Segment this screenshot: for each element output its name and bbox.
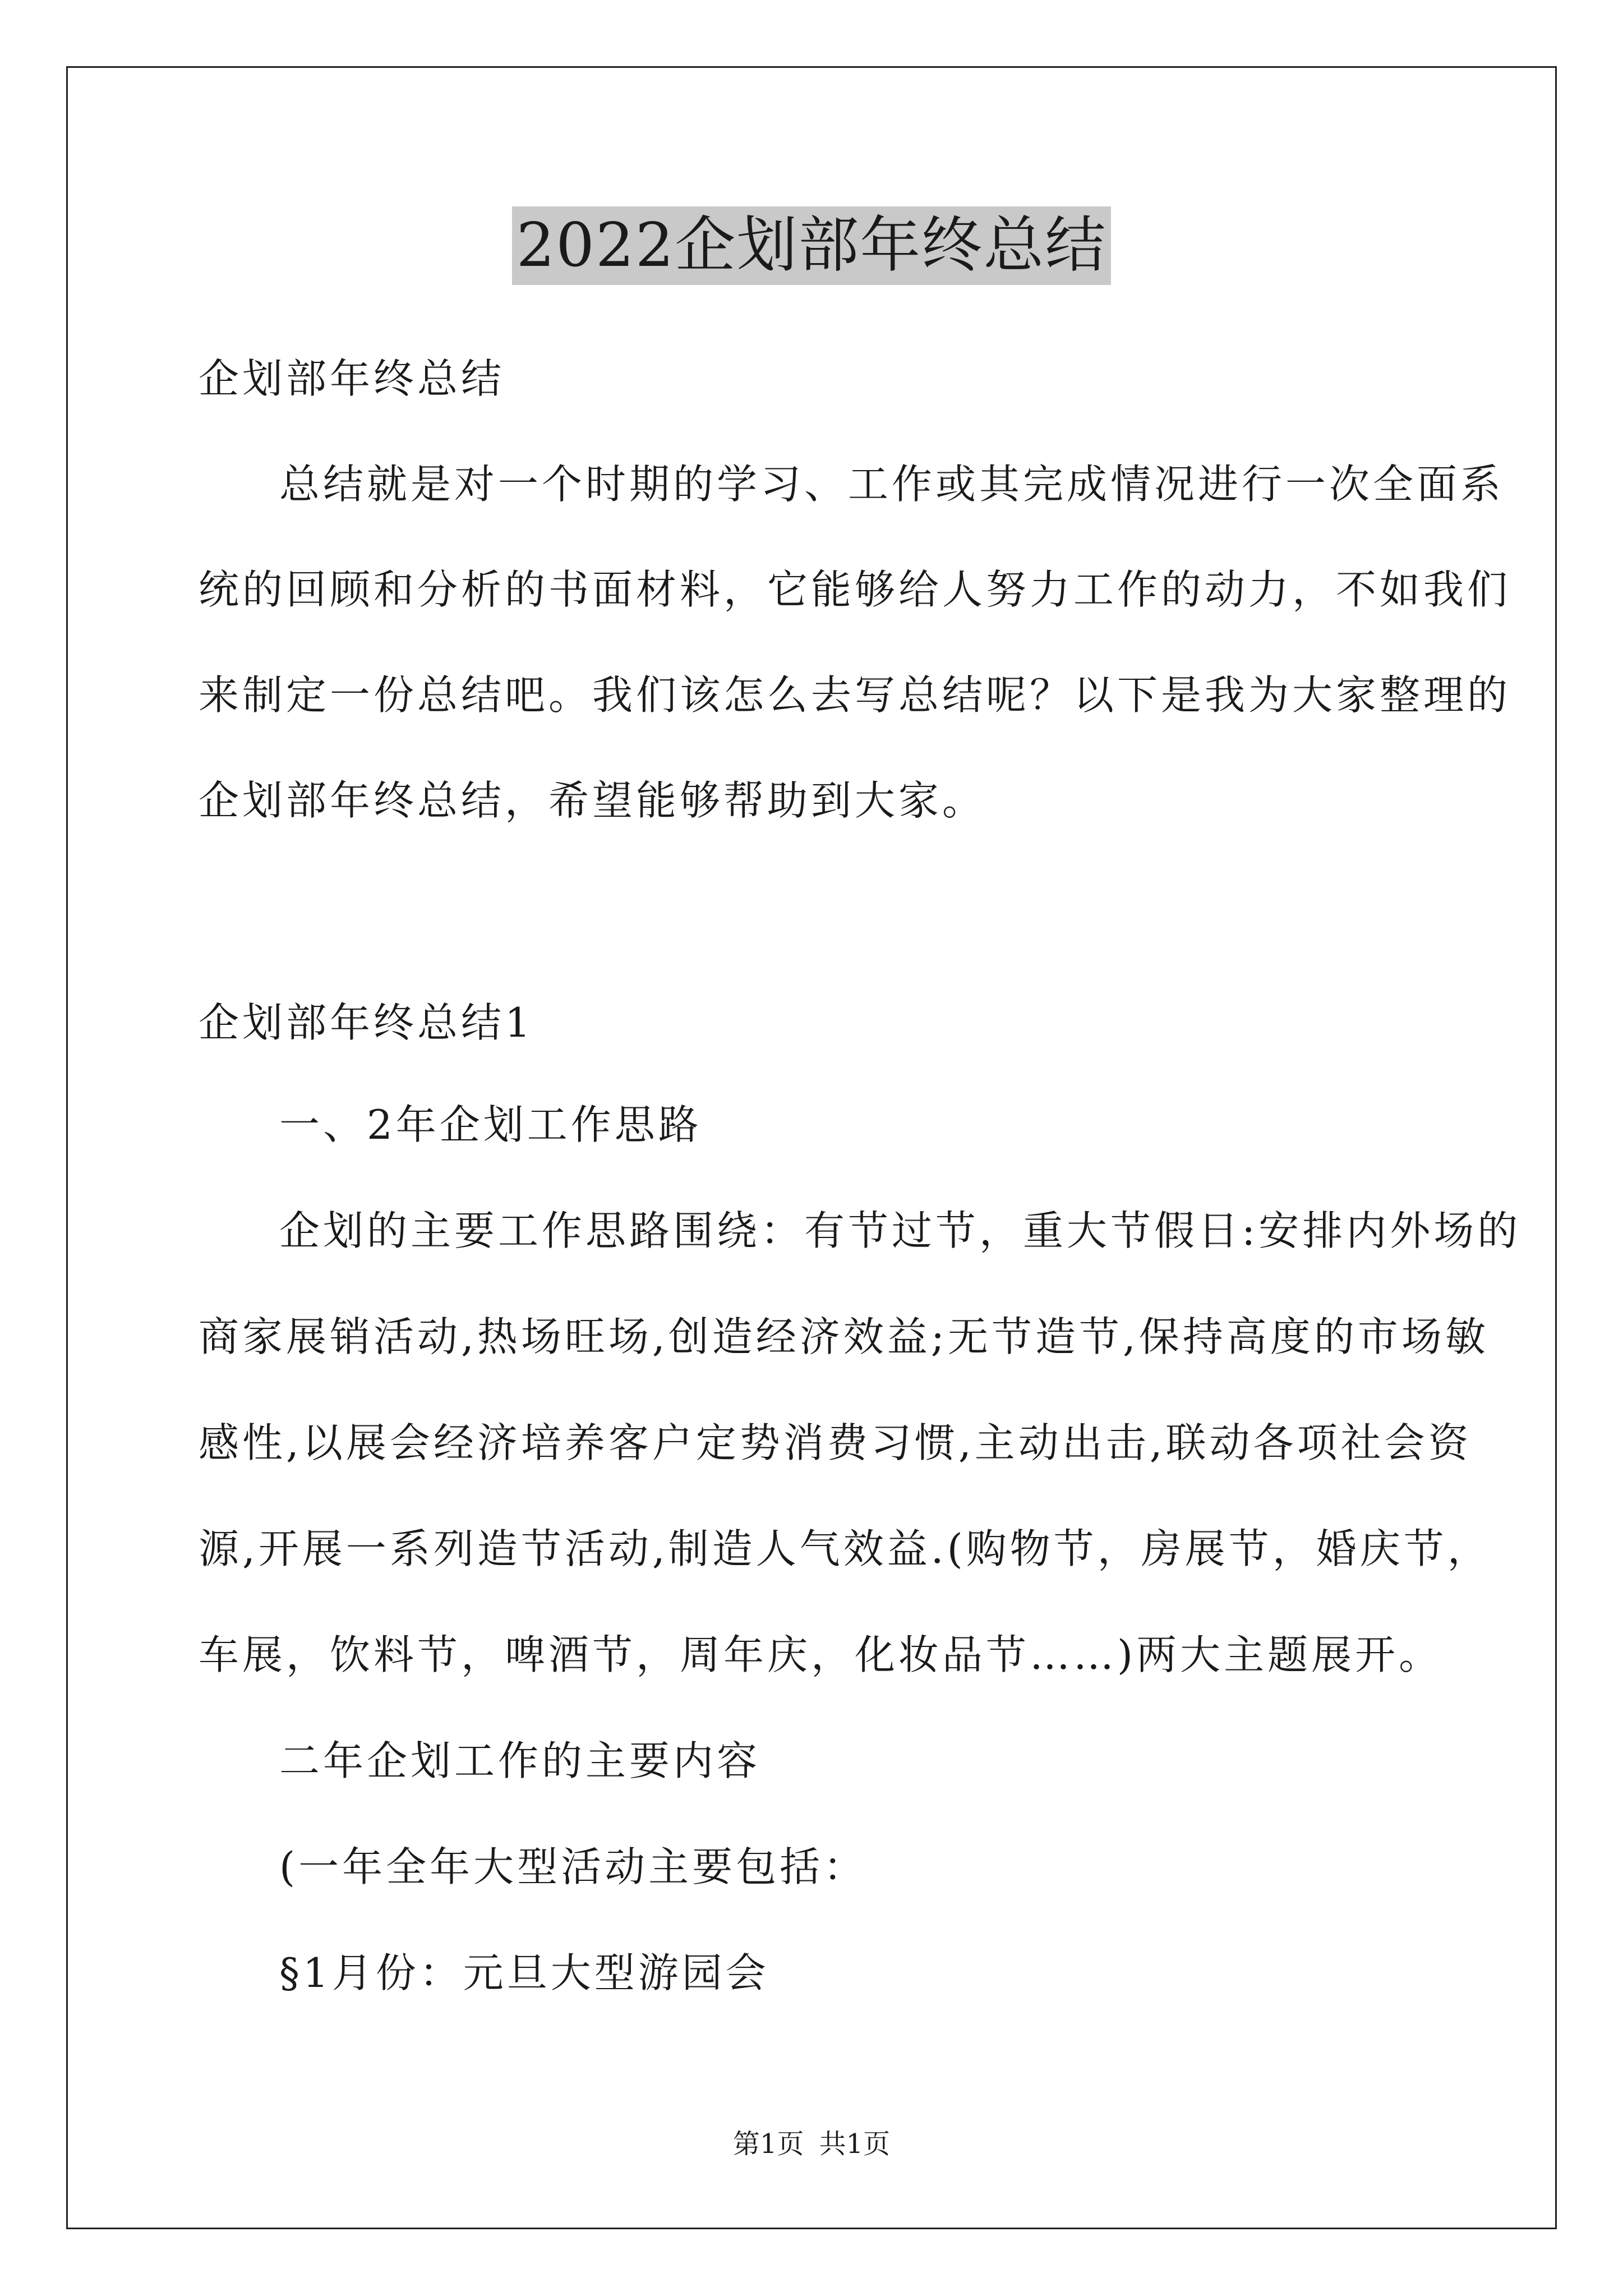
paragraph-line: 商家展销活动,热场旺场,创造经济效益;无节造节,保持高度的市场敏 — [199, 1313, 1489, 1360]
section-heading: 企划部年终总结1 — [199, 999, 534, 1046]
subtitle-line: 企划部年终总结 — [199, 355, 505, 402]
page-total: 共1页 — [819, 2128, 891, 2160]
title-container — [0, 206, 1623, 285]
subsection-heading: 二年企划工作的主要内容 — [279, 1737, 761, 1784]
paragraph-line: 感性,以展会经济培养客户定势消费习惯,主动出击,联动各项社会资 — [199, 1419, 1472, 1466]
subsection-heading: 一、2年企划工作思路 — [279, 1101, 702, 1148]
paragraph-line: 总结就是对一个时期的学习、工作或其完成情况进行一次全面系 — [279, 461, 1505, 508]
document-title: 2022企划部年终总结 — [512, 206, 1112, 285]
page-number: 第1页 — [732, 2128, 804, 2160]
list-item: §1月份：元旦大型游园会 — [279, 1949, 769, 1996]
paragraph-line: 企划的主要工作思路围绕：有节过节，重大节假日:安排内外场的 — [279, 1207, 1521, 1254]
paragraph-line: 源,开展一系列造节活动,制造人气效益.(购物节，房展节，婚庆节， — [199, 1525, 1491, 1572]
paragraph-line: (一年全年大型活动主要包括： — [279, 1843, 868, 1890]
paragraph-line: 车展，饮料节，啤酒节，周年庆，化妆品节……)两大主题展开。 — [199, 1631, 1443, 1678]
paragraph-line: 企划部年终总结，希望能够帮助到大家。 — [199, 777, 986, 824]
paragraph-line: 统的回顾和分析的书面材料，它能够给人努力工作的动力，不如我们 — [199, 566, 1511, 613]
page-footer — [0, 2127, 1623, 2161]
paragraph-line: 来制定一份总结吧。我们该怎么去写总结呢？以下是我为大家整理的 — [199, 671, 1511, 719]
